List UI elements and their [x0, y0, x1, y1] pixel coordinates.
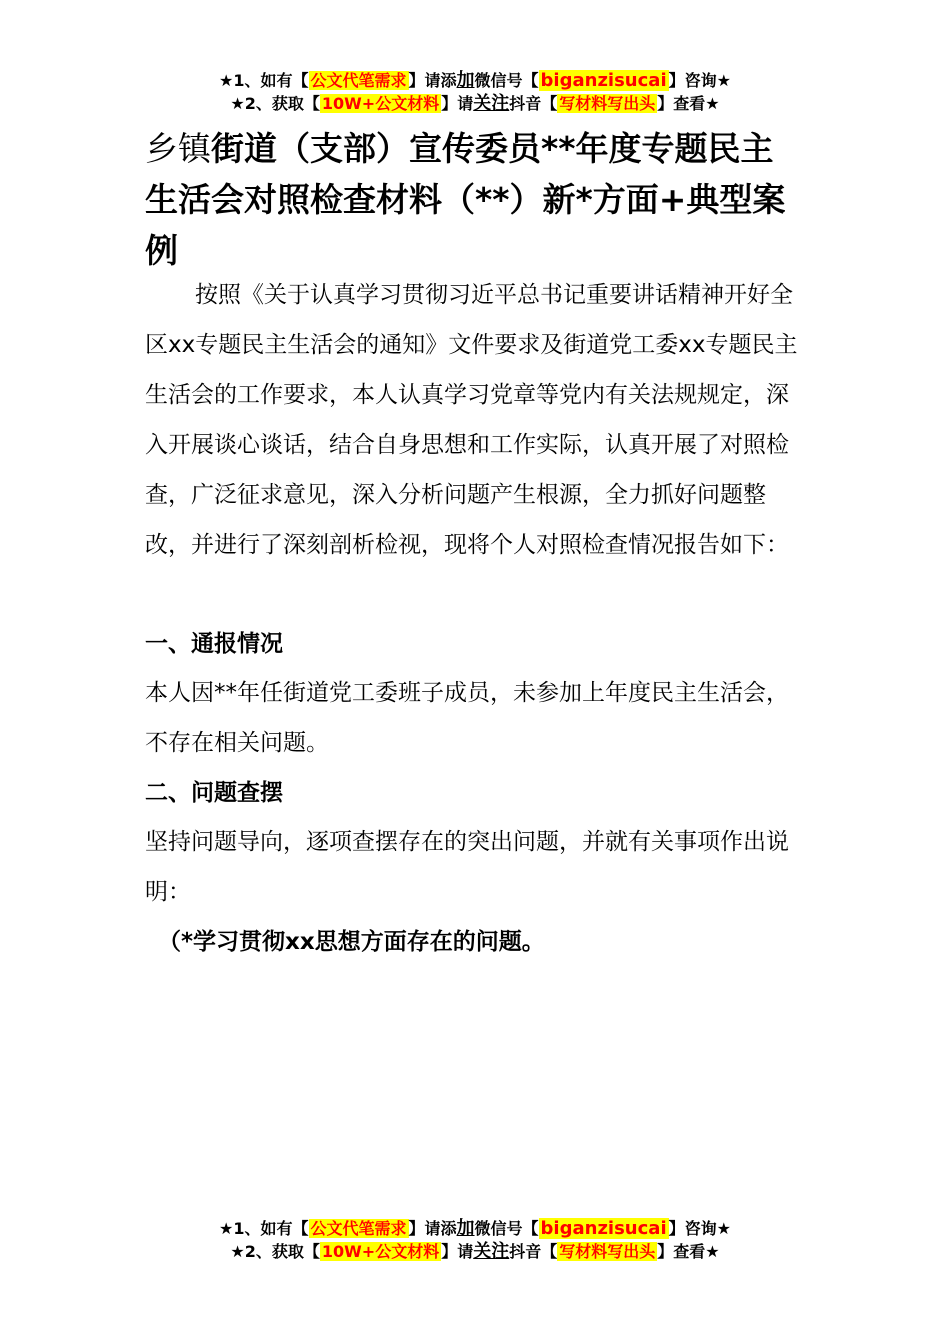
banner-text: 微信号【 [474, 1219, 539, 1238]
banner-text: ★1、如有【 [219, 71, 309, 90]
banner-underlined-text: 关注 [473, 1241, 510, 1262]
footer-banner [0, 1217, 950, 1263]
banner-line-1 [0, 1217, 950, 1240]
banner-text: 抖音【 [509, 94, 558, 113]
banner-highlight: 10W+公文材料 [321, 94, 440, 113]
banner-underlined-text: 加 [456, 70, 475, 91]
banner-text: ★2、获取【 [230, 94, 320, 113]
section-1-heading: 一、通报情况 [145, 631, 283, 657]
section-1-paragraph: 本人因**年任街道党工委班子成员，未参加上年度民主生活会，不存在相关问题。 [145, 680, 789, 756]
banner-text: 】查看★ [657, 94, 720, 113]
banner-text: 】咨询★ [668, 1219, 731, 1238]
title-prefix: 乡镇 [145, 129, 211, 168]
banner-text: 】请添 [408, 1219, 457, 1238]
banner-douyin-name: 写材料写出头 [559, 1242, 656, 1261]
header-banner [0, 69, 950, 115]
banner-text: 】请添 [408, 71, 457, 90]
banner-underlined-text: 加 [456, 1218, 475, 1239]
banner-text: 】请 [441, 1242, 474, 1261]
banner-highlight: 公文代笔需求 [310, 71, 407, 90]
banner-douyin-name: 写材料写出头 [559, 94, 656, 113]
banner-line-2 [0, 92, 950, 115]
banner-wechat-id: biganzisucai [540, 1218, 667, 1239]
section-2-heading: 二、问题查摆 [145, 780, 283, 806]
document-title [145, 123, 805, 276]
banner-line-1 [0, 69, 950, 92]
banner-text: 微信号【 [474, 71, 539, 90]
subsection-heading: （*学习贯彻xx思想方面存在的问题。 [158, 929, 545, 955]
banner-line-2 [0, 1240, 950, 1263]
banner-text: ★1、如有【 [219, 1219, 309, 1238]
banner-highlight: 公文代笔需求 [310, 1219, 407, 1238]
banner-text: 】请 [441, 94, 474, 113]
banner-wechat-id: biganzisucai [540, 70, 667, 91]
banner-highlight: 10W+公文材料 [321, 1242, 440, 1261]
title-main: 街道（支部）宣传委员**年度专题民主生活会对照检查材料（**）新*方面+典型案例 [145, 129, 786, 270]
banner-text: 】咨询★ [668, 71, 731, 90]
intro-paragraph: 按照《关于认真学习贯彻习近平总书记重要讲话精神开好全区xx专题民主生活会的通知》文件要求及街道党工委xx专题民主生活会的工作要求，本人认真学习党章等党内有关法规规定，深入开展谈心谈话，结合自身思想和工作实际，认真开展了对照检查，广泛征求意见，深入分析问题产生根源，全力抓好问题整改，并进行了深刻剖析检视，现将个人对照检查情况报告如下： [145, 282, 798, 558]
banner-text: 抖音【 [509, 1242, 558, 1261]
banner-underlined-text: 关注 [473, 93, 510, 114]
section-2-paragraph: 坚持问题导向，逐项查摆存在的突出问题，并就有关事项作出说明： [145, 829, 789, 905]
banner-text: 】查看★ [657, 1242, 720, 1261]
banner-text: ★2、获取【 [230, 1242, 320, 1261]
